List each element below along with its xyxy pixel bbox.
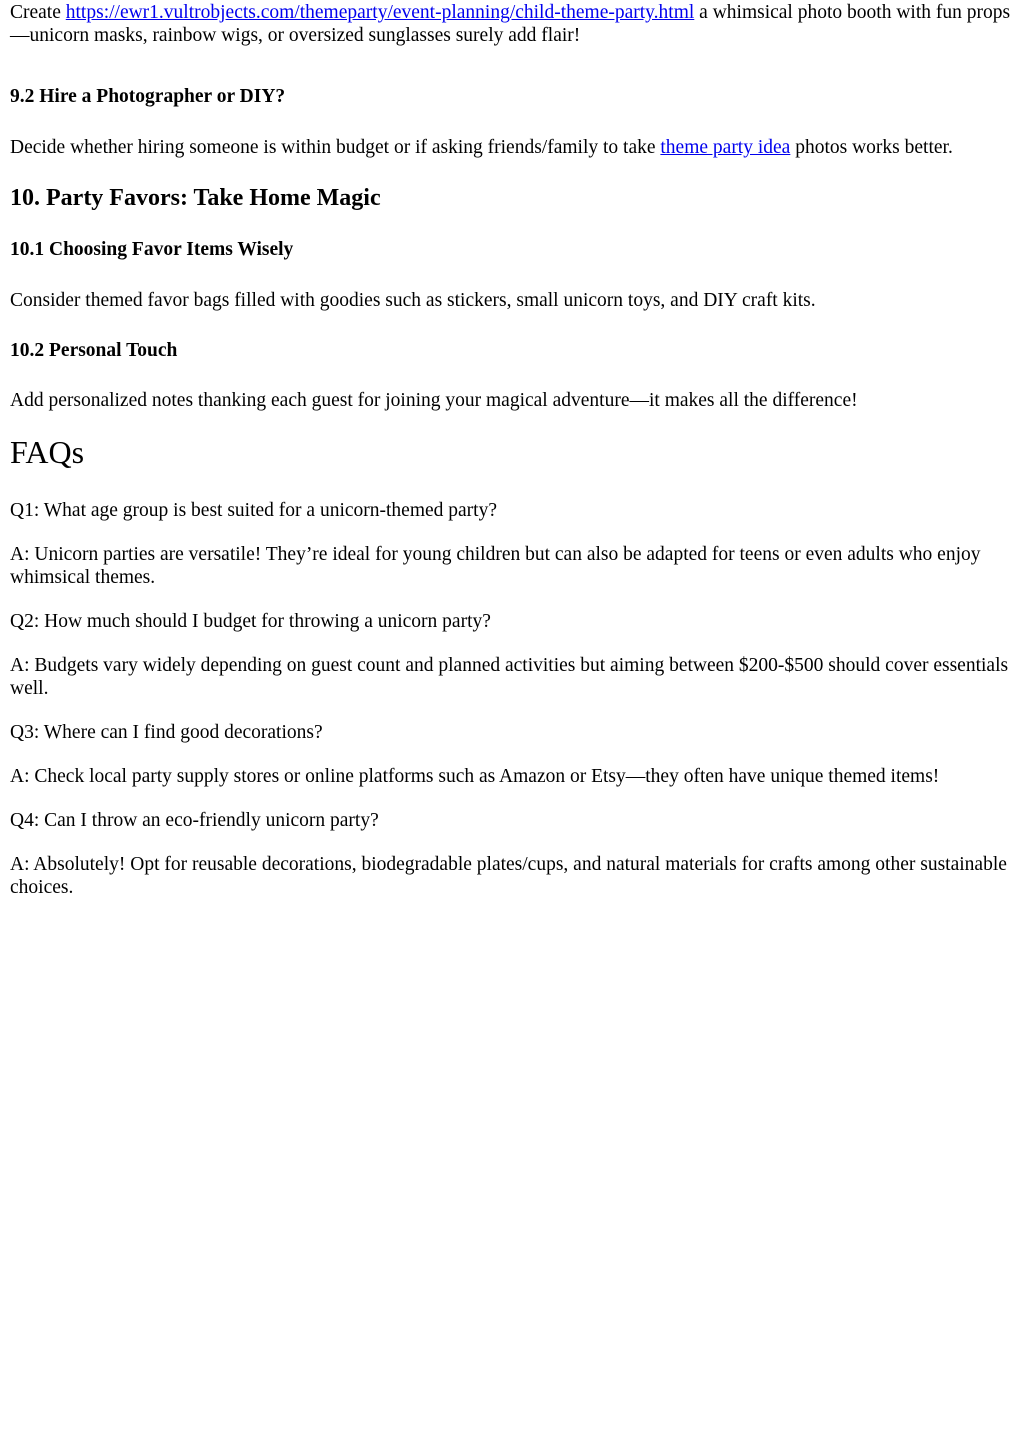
heading-9-2: 9.2 Hire a Photographer or DIY?: [10, 86, 286, 107]
faq-question-4: Q4: Can I throw an eco-friendly unicorn party?: [10, 810, 379, 831]
faq-question-2: Q2: How much should I budget for throwing a unicorn party?: [10, 611, 491, 632]
theme-party-idea-link[interactable]: theme party idea: [660, 137, 791, 158]
faq-answer-4: A: Absolutely! Opt for reusable decorations, biodegradable plates/cups, and natural materials for crafts among other sustainable choices.: [10, 854, 1007, 898]
faqs-heading: FAQs: [10, 434, 85, 470]
heading-10: 10. Party Favors: Take Home Magic: [10, 185, 381, 211]
paragraph-9-2: [10, 136, 1014, 159]
child-theme-party-link[interactable]: https://ewr1.vultrobjects.com/themeparty/event-planning/child-theme-party.html: [65, 2, 695, 23]
paragraph-9-2-after: photos works better.: [790, 137, 953, 158]
intro-text-after: a whimsical photo booth with fun props—unicorn masks, rainbow wigs, or oversized sunglasses surely add flair!: [10, 2, 1011, 46]
faq-question-3: Q3: Where can I find good decorations?: [10, 722, 323, 743]
faq-question-1: Q1: What age group is best suited for a unicorn-themed party?: [10, 500, 497, 521]
heading-10-1: 10.1 Choosing Favor Items Wisely: [10, 239, 294, 260]
faq-answer-1: A: Unicorn parties are versatile! They’re ideal for young children but can also be adapted for teens or even adults who enjoy whimsical themes.: [10, 544, 981, 588]
paragraph-10-1: Consider themed favor bags filled with goodies such as stickers, small unicorn toys, and DIY craft kits.: [10, 290, 816, 311]
faq-answer-2: A: Budgets vary widely depending on guest count and planned activities but aiming between $200-$500 should cover essentials well.: [10, 655, 1009, 699]
intro-text-before: Create: [10, 2, 66, 23]
paragraph-10-2: Add personalized notes thanking each guest for joining your magical adventure—it makes all the difference!: [10, 390, 858, 411]
intro-paragraph: [10, 0, 1014, 47]
paragraph-9-2-before: Decide whether hiring someone is within budget or if asking friends/family to take: [10, 137, 661, 158]
faq-answer-3: A: Check local party supply stores or online platforms such as Amazon or Etsy—they often have unique themed items!: [10, 766, 940, 787]
heading-10-2: 10.2 Personal Touch: [10, 340, 178, 361]
